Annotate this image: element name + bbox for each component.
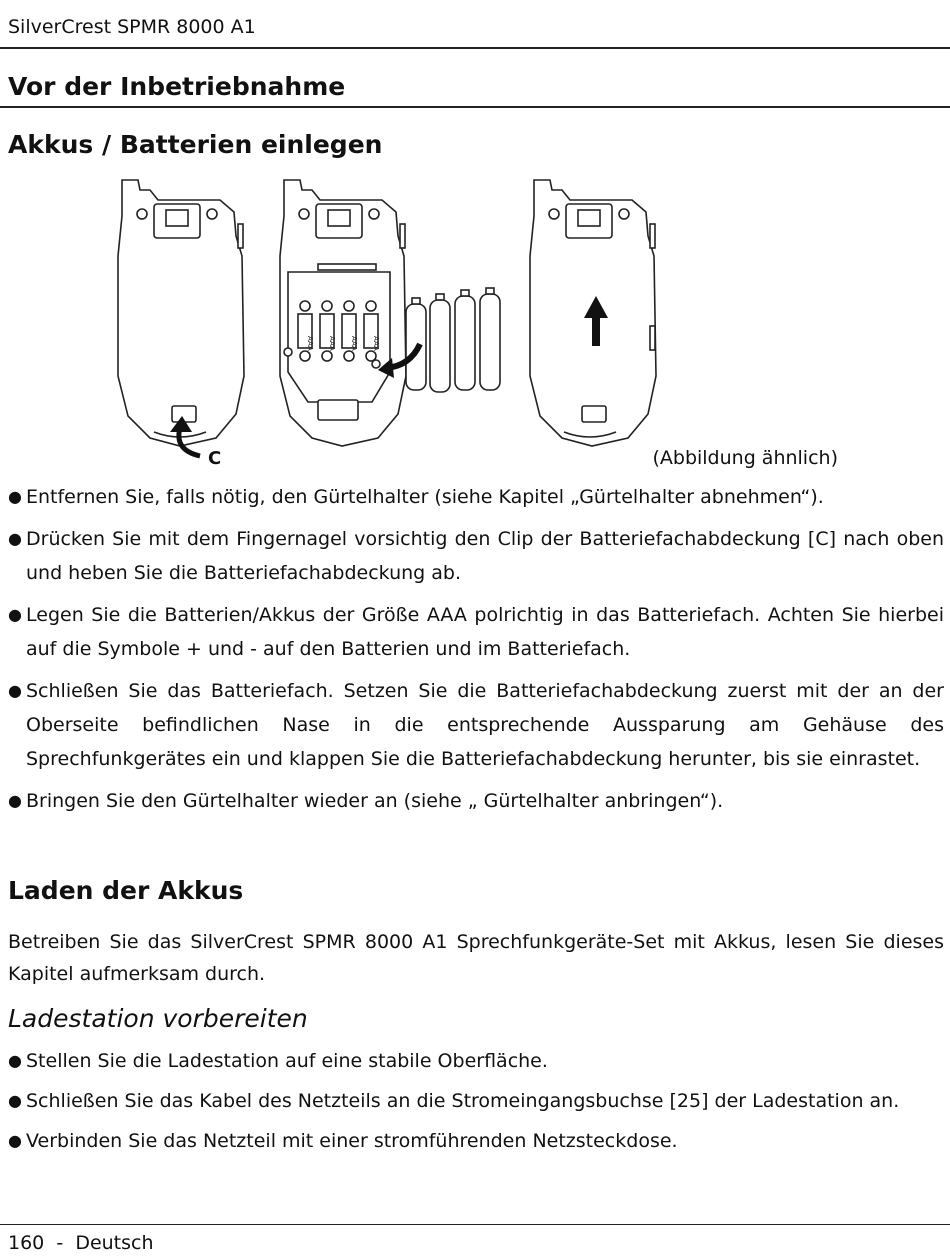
battery-steps-list <box>8 480 944 818</box>
bullet-icon: ● <box>8 791 22 810</box>
radio-back-compartment-open <box>280 180 406 446</box>
header-rule <box>0 47 950 49</box>
battery-label-3: AAA <box>350 336 358 351</box>
section-rule <box>0 106 950 108</box>
document-header: SilverCrest SPMR 8000 A1 <box>8 16 256 38</box>
charging-step: ● Schließen Sie das Kabel des Netzteils an die Stromeingangsbuchse [25] der Ladestation an. <box>8 1084 944 1118</box>
clip-label: C <box>208 448 222 468</box>
battery-step: ● Bringen Sie den Gürtelhalter wieder an (siehe „ Gürtelhalter anbringen“). <box>8 784 944 818</box>
charging-step: ● Stellen Sie die Ladestation auf eine stabile Oberfläche. <box>8 1044 944 1078</box>
battery-insertion-illustration <box>110 176 670 468</box>
page-number: 160 <box>8 1232 45 1254</box>
battery-step: ● Legen Sie die Batterien/Akkus der Größe AAA polrichtig in das Batteriefach. Achten Sie hierbei auf die Symbole + und - auf den Batterien und im Batteriefach. <box>8 598 944 666</box>
footer-rule <box>0 1224 950 1225</box>
battery-step: ● Schließen Sie das Batteriefach. Setzen Sie die Batteriefachabdeckung zuerst mit der an der Oberseite befindlichen Nase in die entsprechende Aussparung am Gehäuse des Sprechfunkgerätes ein und klappen Sie die Batteriefachabdeckung herunter, bis sie einrastet. <box>8 674 944 776</box>
bullet-icon: ● <box>8 605 22 624</box>
figure-caption: (Abbildung ähnlich) <box>652 447 838 469</box>
charging-intro: Betreiben Sie das SilverCrest SPMR 8000 A1 Sprechfunkgeräte-Set mit Akkus, lesen Sie dieses Kapitel aufmerksam durch. <box>8 931 944 985</box>
battery-label-1: AAA <box>306 336 314 351</box>
battery-step: ● Drücken Sie mit dem Fingernagel vorsichtig den Clip der Batteriefachabdeckung [C] nach oben und heben Sie die Batteriefachabdeckung ab. <box>8 522 944 590</box>
bullet-icon: ● <box>8 681 22 700</box>
loose-batteries <box>406 288 500 392</box>
bullet-icon: ● <box>8 1131 22 1150</box>
section-title: Vor der Inbetriebnahme <box>8 72 346 101</box>
page-footer <box>8 1232 154 1254</box>
bullet-icon: ● <box>8 1091 22 1110</box>
charging-step: ● Verbinden Sie das Netzteil mit einer stromführenden Netzsteckdose. <box>8 1124 944 1158</box>
charging-steps-list <box>8 1044 944 1158</box>
bullet-icon: ● <box>8 1051 22 1070</box>
charging-subsection-title: Ladestation vorbereiten <box>8 1004 308 1033</box>
radio-back-cover-closed <box>118 180 244 446</box>
footer-separator: - <box>56 1232 64 1254</box>
footer-language: Deutsch <box>75 1232 154 1254</box>
charging-chapter-title: Laden der Akkus <box>8 876 244 905</box>
bullet-icon: ● <box>8 487 22 506</box>
bullet-icon: ● <box>8 529 22 548</box>
battery-chapter-title: Akkus / Batterien einlegen <box>8 130 383 159</box>
battery-label-4: AAA <box>372 336 380 351</box>
battery-step: ● Entfernen Sie, falls nötig, den Gürtelhalter (siehe Kapitel „Gürtelhalter abnehmen“). <box>8 480 944 514</box>
battery-label-2: AAA <box>328 336 336 351</box>
